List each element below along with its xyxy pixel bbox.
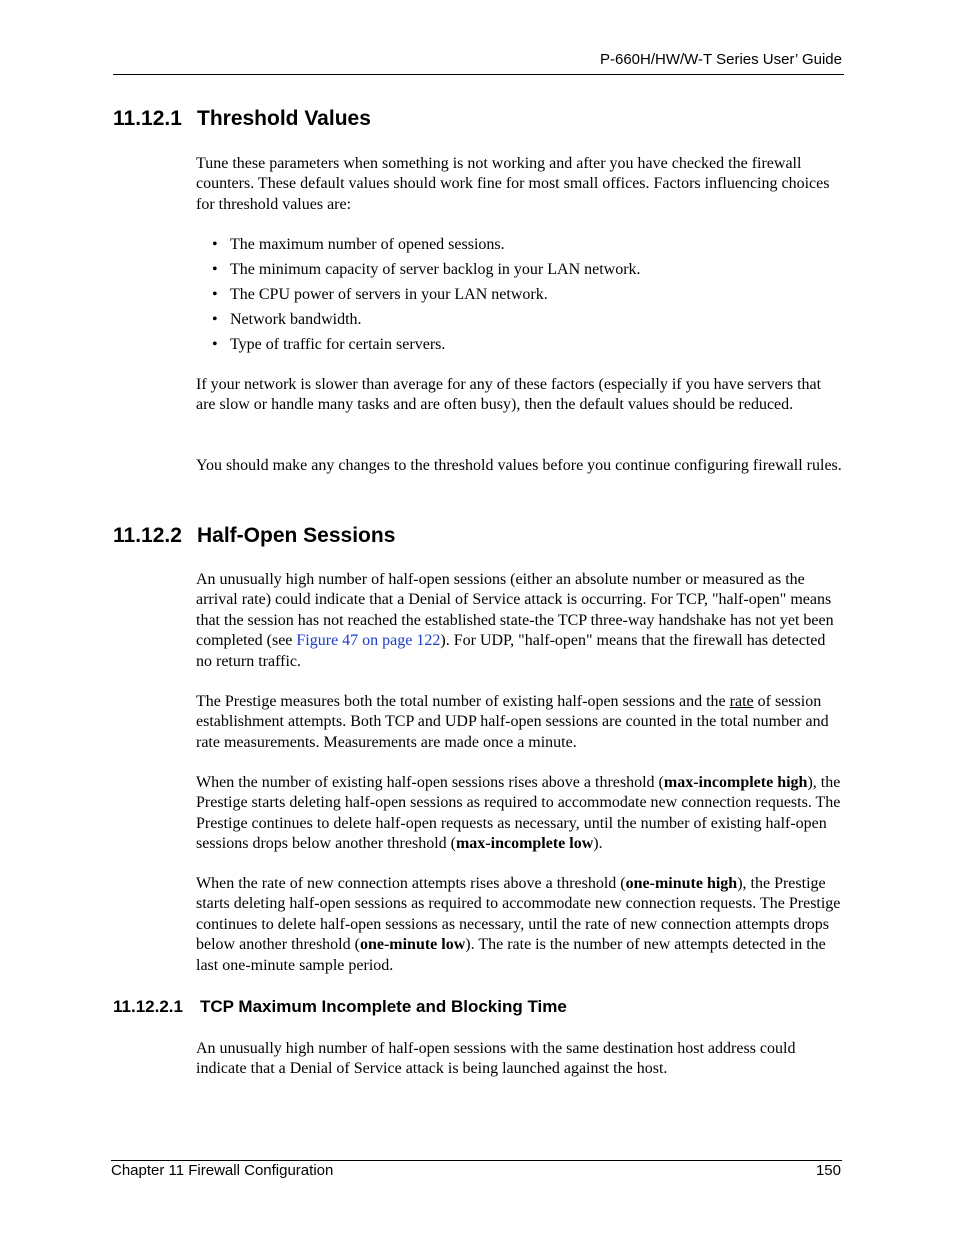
max-incomplete-paragraph: When the number of existing half-open sessions rises above a threshold (max-incomplete high), the Prestige starts deleting half-open sessions as required to accommodate new connection requests. The Prestige continues to delete half-open requests as necessary, until the number of existing half-open sessions drops below another threshold (max-incomplete low). [196,774,841,853]
section-number: 11.12.2.1 [113,997,183,1016]
footer-page-number: 150 [815,1162,841,1179]
section-number: 11.12.1 [113,107,182,130]
header-rule [113,74,844,75]
footer-chapter: Chapter 11 Firewall Configuration [111,1162,334,1179]
section-heading-half-open-sessions [113,524,395,548]
list-item: • The maximum number of opened sessions. [212,236,505,253]
threshold-intro-paragraph: Tune these parameters when something is not working and after you have checked the firewall counters. These default values should work fine for most small offices. Factors influencing choices for threshold values are: [196,155,830,213]
section-number: 11.12.2 [113,524,182,547]
measurement-paragraph: The Prestige measures both the total number of existing half-open sessions and the rate of session establishment attempts. Both TCP and UDP half-open sessions are counted in the total number and rate measurements. Measurements are made once a minute. [196,693,829,751]
list-item: • The minimum capacity of server backlog in your LAN network. [212,261,641,278]
tcp-max-incomplete-paragraph: An unusually high number of half-open sessions with the same destination host address could indicate that a Denial of Service attack is being launched against the host. [196,1040,796,1078]
list-item: • Network bandwidth. [212,311,362,328]
section-title: Half-Open Sessions [197,524,396,547]
list-item: • Type of traffic for certain servers. [212,336,446,353]
footer-rule [111,1160,842,1161]
threshold-factors-list [212,234,641,359]
figure-47-link[interactable]: Figure 47 on page 122 [296,632,441,650]
running-header: P-660H/HW/W-T Series User’ Guide [599,51,842,68]
slow-network-paragraph: If your network is slower than average for any of these factors (especially if you have servers that are slow or handle many tasks and are often busy), then the default values should be reduced. [196,376,822,414]
half-open-definition-paragraph: An unusually high number of half-open sessions (either an absolute number or measured as the arrival rate) could indicate that a Denial of Service attack is occurring. For TCP, "half-open" means that the session has not reached the established state-the TCP three-way handshake has not yet been completed (see Figure 47 on page 122). For UDP, "half-open" means that the firewall has detected no return traffic. [196,571,834,670]
section-heading-threshold-values [113,107,371,131]
threshold-changes-paragraph: You should make any changes to the threshold values before you continue configuring firewall rules. [196,457,842,474]
one-minute-paragraph: When the rate of new connection attempts rises above a threshold (one-minute high), the Prestige starts deleting half-open sessions as required to accommodate new connection requests. The Prestige continues to delete half-open sessions as necessary, until the rate of new connection attempts drops below another threshold (one-minute low). The rate is the number of new attempts detected in the last one-minute sample period. [196,875,841,974]
section-title: TCP Maximum Incomplete and Blocking Time [200,997,567,1016]
list-item: • The CPU power of servers in your LAN network. [212,286,548,303]
section-title: Threshold Values [197,107,371,130]
subsection-heading-tcp-max-incomplete [113,997,567,1017]
